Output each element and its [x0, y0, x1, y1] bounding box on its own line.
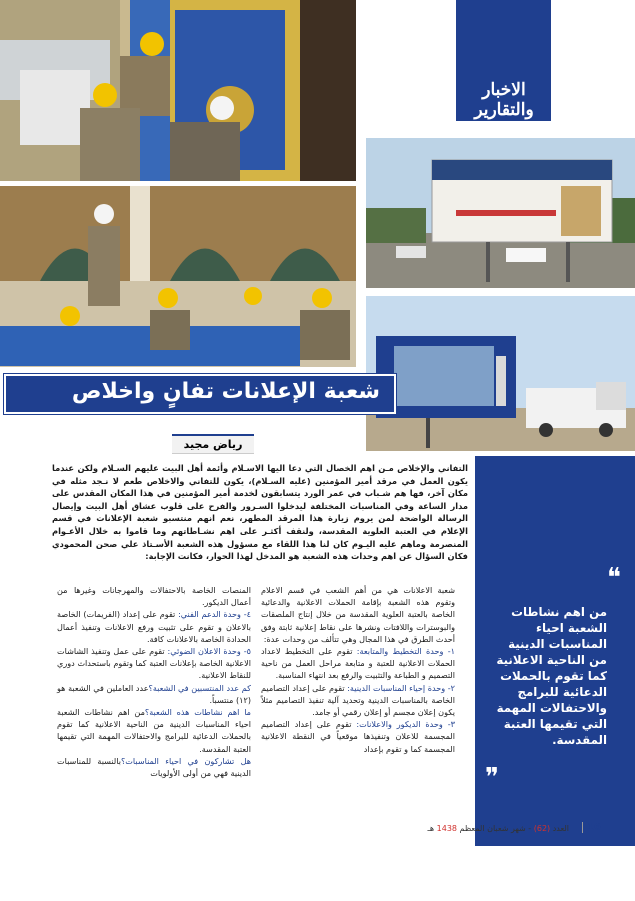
body-text: شعبة الاعلانات هي من أهم الشعب في قسم الاعلام وتقوم هذه الشعبة بإقامة الحملات الاعلانية والدعائية الخاصة بالعتبة العلوية المقدسة من خلال إنتاج الملصقات والبوسترات واللافتات ونشرها على نقاط إعلانية ثابتة وفق أحدث الطرق في هذا المجال وهي تتألف من وحدات عدة: [261, 585, 455, 644]
article-title-bar [4, 374, 396, 414]
issue-number: (62) [533, 824, 551, 833]
author-byline: رياض مجيد [172, 434, 254, 454]
section-logo-text: الاخبار والتقارير [474, 80, 534, 120]
issue-label: العدد [552, 824, 569, 833]
body-subheading: ما اهم نشاطات هذه الشعبة؟ [144, 707, 251, 718]
body-subheading: هل تشاركون في احياء المناسبات؟ [121, 755, 251, 766]
issue-year-suffix: هـ [427, 824, 435, 833]
photo-workers-installing-panel [0, 0, 356, 181]
body-text: تقوم على التخطيط لاعداد الحملات الاعلانية للعتبة و متابعة مراحل العمل من ناحية التصميم و الطباعة والتثبيت والرفع بعد انتهاء المناسبة. [261, 646, 455, 681]
quote-close-icon: ❞ [485, 763, 499, 793]
body-subheading: ١- وحدة التخطيط والمتابعة: [356, 646, 456, 657]
body-text: تقوم على إعداد التصاميم الخاصة بالمناسبات الدينية وتحديد آلية تنفيذ التصاميم مثلاً يكون إعلان مجسم أو إعلان رقمي أو جامد. [261, 682, 455, 718]
body-text: تقوم على إعداد التصاميم المجسمة للاعلان وتنفيذها موقعياً في النقطة الاعلانية المجسمة كما و تقوم بإعداد [261, 719, 455, 754]
article-intro: التفاني والإخلاص مـن اهم الخصال التي دعا اليها الاسـلام وأئمة أهل البيت عليهم السـلام ولكن عندما يكون العمل في مرقد أمير المؤمنين (عليه السـلام)، يكون للتفاني والاخلاص طعم لا نـجد مثله في مكان آخر، فها هم شـباب في عمر الورد يتسابقون لخدمة أمير المؤمنين في هذا المكان المقدس على مدار الساعة وفي المناسبات المختلفة ليدخلوا السـرور والفرح على قلوب عشاق أهل البيت وإيصال الرسالة الواضحة لمن يروم زيارة هذا المرقد المطهر، نعم انهم منتسبو شعبة الإعلانات في قسم الإعلام في العتبة العلوية المقدسة، ولنقف أكثـر على اهم نشـاطاتهم وما قاموا به خلال الأعـوام المنصرمة وماهم عليه اليـوم كان لنا هذا اللقاء مع مسؤول هذه الشعبة الأسـتاذ علي صحن المحمودي فكان السؤال عن اهم وحدات هذه الشعبة هو المدخل لهذا الحوار، فكانت الإجابة: [52, 463, 468, 562]
section-logo [458, 80, 550, 126]
photo-billboard-roadside [366, 138, 635, 288]
article-title: شعبة الإعلانات تفانٍ واخلاص [71, 379, 380, 404]
body-text: المنصات الخاصة بالاحتفالات والمهرجانات وغيرها من أعمال الديكور. [57, 585, 251, 608]
body-text: من اهم نشاطات الشعبة احياء المناسبات الدينية من الناحية الاعلانية كما تقوم بالحملات الدعائية للبرامج والاحتفالات المهمة التي تقيمها العتبة المقدسة. [57, 707, 251, 754]
issue-year: 1438 [436, 824, 457, 833]
page-number: 16 [582, 822, 601, 833]
body-text: عدد العاملين في الشعبة هو (١٢) منتسباً. [57, 682, 251, 705]
issue-info [428, 824, 569, 833]
photo-hall-workers [0, 186, 356, 367]
body-subheading: ٢- وحدة إحياء المناسبات الدينية: [347, 682, 456, 693]
body-subheading: كم عدد المنتسبين في الشعبة؟ [148, 682, 251, 693]
quote-open-icon: ❝ [607, 563, 621, 593]
body-subheading: ٤- وحدة الدعم الفني: [178, 609, 251, 620]
page-footer [380, 822, 635, 836]
pull-quote-sidebar [475, 456, 635, 846]
body-text: بالنسبة للمناسبات الدينية فهي من أولى الأولويات [57, 755, 251, 779]
photo-billboard-truck [366, 296, 635, 451]
pull-quote-text: من اهم نشاطات الشعبة احياء المناسبات الدينية من الناحية الاعلانية كما تقوم بالحملات الدعائية للبرامج والاحتفالات المهمة التي تقيمها العتبة المقدسة. [496, 605, 607, 747]
body-text: تقوم على إعداد (الفريمات) الخاصة بالاعلان و تقوم على تثبيت ورفع الاعلانات وتنفيذ أعمال الحدادة الخاصة بالاعلانات كافة. [57, 609, 251, 644]
body-column-right [261, 584, 455, 755]
body-subheading: ٥- وحدة الاعلان الضوئي: [167, 646, 251, 657]
body-subheading: ٣- وحدة الديكور والاعلانات: [356, 719, 455, 730]
issue-date: - شهر شعبان المعظم [459, 824, 532, 833]
body-column-left [57, 584, 251, 779]
body-text: تقوم على عمل وتنفيذ الشاشات الاعلانية الخاصة بإعلانات العتبة كما وتقوم باستحداث دوري للنقاط الاعلانية. [57, 646, 251, 681]
